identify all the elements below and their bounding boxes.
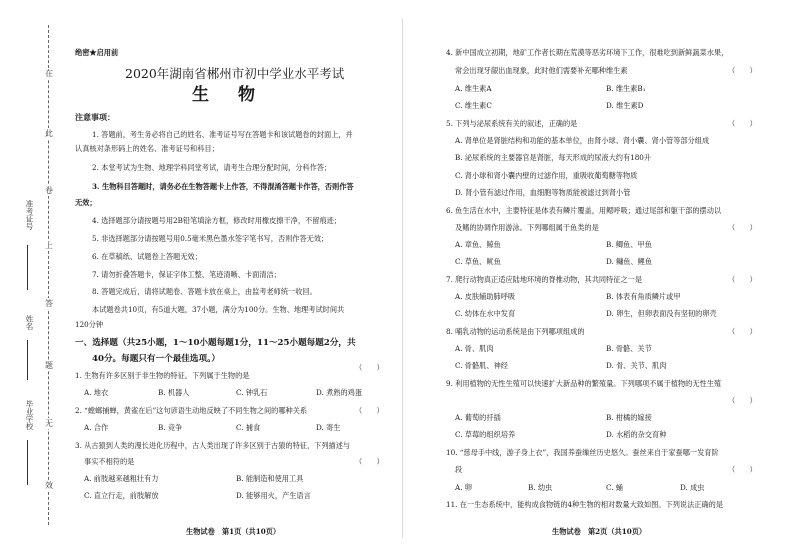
seal-char: 无 [45, 419, 53, 428]
option: A. 卵 [455, 483, 472, 492]
note-line: 5. 非选择题部分请按题号用0.5毫米黑色墨水签字笔书写，否则作答无效； [92, 234, 329, 243]
seal-char: 答 [45, 299, 53, 308]
option: A. 地衣 [84, 388, 109, 397]
question-6: 6. 鱼生活在水中，主要特征是体表有鳞片覆盖，用鳃呼吸；通过尾部和躯干部的摆动以 [446, 206, 722, 215]
option: C. 草鱼、鱿鱼 [455, 257, 501, 266]
question-11: 11. 在一生态系统中，能构成食物链的4种生物的相对数量大致如图。下列说法正确的是 [446, 500, 724, 509]
note-line: 8. 答题完成后，请将试题卷、答题卡放在桌上，由监考老师统一收回。 [92, 287, 317, 296]
option: C. 蛹 [606, 483, 623, 492]
exam-number-label: 准考证号 [25, 200, 34, 230]
option: B. 竞争 [158, 423, 183, 432]
section-heading: 一、选择题（共25小题，1～10小题每题1分，11～25小题每题2分，共 [75, 338, 356, 348]
option: D. 鳙鱼、鲤鱼 [606, 257, 653, 266]
notes-title: 注意事项： [75, 112, 115, 122]
note-line: 1. 答题前，考生务必将自己的姓名、准考证号写在答题卡和该试题卷的封面上，并 [92, 130, 353, 139]
option: C. 骨骼肌、神经 [455, 361, 508, 370]
option: B. 泌尿系统的主要器官是肾脏，每天形成的尿液大约有180升 [455, 153, 652, 162]
seal-char: 此 [45, 129, 53, 138]
option: A. 前肢越来越粗壮有力 [84, 474, 159, 483]
answer-paren: （ ） [728, 327, 757, 336]
option: D. 肾小管有滤过作用，血细胞等物质能被滤过到肾小管 [455, 188, 631, 197]
option: D. 煮熟的鸡蛋 [316, 388, 363, 397]
option: C. 幼体在水中发育 [455, 309, 516, 318]
option: B. 能制造和使用工具 [236, 474, 304, 483]
school-line [27, 440, 28, 485]
note-line: 无效； [75, 198, 97, 207]
option: B. 柑橘的嫁接 [606, 413, 652, 422]
seal-char: 在 [45, 69, 53, 78]
question-10: 10. “慈母手中线，游子身上衣”，我国养蚕缫丝历史悠久。蚕丝来自于家蚕哪一发育阶 [446, 448, 719, 457]
school-label: 毕业学校 [25, 400, 34, 430]
name-line [27, 340, 28, 380]
option: A. 骨、肌肉 [455, 344, 494, 353]
exam-number-line [27, 245, 28, 290]
question-6-cont: 及鳍的协调作用游泳。下列哪组属于鱼类的是 [455, 223, 599, 232]
note-line: 6. 在草稿纸、试题卷上答题无效； [92, 252, 202, 261]
option: C. 钟乳石 [236, 388, 268, 397]
subject-title: 生 物 [192, 85, 261, 105]
option: A. 章鱼、鲸鱼 [455, 240, 501, 249]
answer-paren: （ ） [728, 465, 757, 474]
option: D. 卵生，但卵表面没有坚韧的卵壳 [606, 309, 717, 318]
note-line: 4. 选择题部分请按题号用2B铅笔填涂方框，修改时用橡皮擦干净，不留痕迹； [92, 216, 342, 225]
answer-paren: （ ） [728, 66, 757, 75]
option: A. 肾单位是肾脏结构和功能的基本单位，由肾小球、肾小囊、肾小管等部分组成 [455, 136, 710, 145]
question-8: 8. 哺乳动物的运动系统是由下列哪项组成的 [446, 327, 585, 336]
option: A. 葡萄的扦插 [455, 413, 501, 422]
option: B. 体表有角质鳞片或甲 [606, 292, 681, 301]
answer-paren: （ ） [728, 396, 757, 405]
note-line: 3. 生物科目答题时，请务必在生物答题卡上作答，不得混淆答题卡作答，否则作答 [92, 182, 354, 191]
option: C. 肾小球和肾小囊内壁的过滤作用，重吸收葡萄糖等物质 [455, 171, 638, 180]
option: D. 骨、关节、肌肉 [606, 361, 667, 370]
option: D. 寄生 [316, 423, 341, 432]
seal-char: 卷 [45, 186, 53, 195]
question-2: 2. “螳螂捕蝉，黄雀在后”这句谚语生动地反映了不同生物之间的哪种关系 [75, 406, 308, 415]
note-line: 认真核对条形码上的姓名、准考证号和科目； [75, 144, 219, 153]
page-footer: 生物试卷 第1页（共10页） [186, 527, 281, 536]
question-7: 7. 爬行动物真正适应陆地环境的脊椎动物，其共同特征之一是 [446, 275, 643, 284]
option: D. 水稻的杂交育种 [606, 430, 667, 439]
question-3-cont: 事实不相符的是 [84, 457, 135, 466]
option: A. 皮肤辅助肺呼吸 [455, 292, 516, 301]
name-label: 姓名 [25, 315, 34, 330]
seal-char: 效 [45, 481, 53, 490]
option: B. 维生素B₁ [606, 84, 646, 93]
note-line: 本试题卷共10页，有5道大题，37小题，满分为100分。生物、地理考试时间共 [92, 305, 345, 314]
option: A. 合作 [84, 423, 109, 432]
exam-title: 2020年湖南省郴州市初中学业水平考试 [125, 66, 345, 81]
question-1: 1. 生物有许多区别于非生物的特征。下列属于生物的是 [75, 371, 250, 380]
question-9: 9. 利用植物的无性生殖可以快速扩大新品种的繁殖量。下列哪项不属于植物的无性生殖 [446, 379, 722, 388]
option: B. 鲫鱼、甲鱼 [606, 240, 652, 249]
question-5: 5. 下列与泌尿系统有关的叙述，正确的是 [446, 119, 578, 128]
option: B. 幼虫 [528, 483, 553, 492]
option: A. 维生素A [455, 84, 492, 93]
answer-paren: （ ） [355, 363, 384, 372]
answer-paren: （ ） [728, 275, 757, 284]
note-line: 7. 请勿折叠答题卡，保证字体工整、笔迹清晰、卡面清洁； [92, 270, 281, 279]
page-footer: 生物试卷 第2页（共10页） [552, 527, 647, 536]
question-4: 4. 新中国成立初期，地矿工作者长期在荒漠等恶劣环境下工作，很难吃到新鲜蔬菜水果， [446, 48, 729, 57]
option: D. 能够用火，产生语言 [236, 491, 311, 500]
note-line: 120分钟 [75, 320, 104, 329]
option: B. 机器人 [158, 388, 190, 397]
option: C. 维生素C [455, 101, 492, 110]
answer-paren: （ ） [355, 457, 384, 466]
answer-paren: （ ） [355, 406, 384, 415]
option: D. 成虫 [680, 483, 705, 492]
question-4-cont: 常会出现牙龈出血现象，此时他们需要补充哪种维生素 [455, 66, 628, 75]
seal-char: 上 [45, 241, 53, 250]
seal-char: 题 [45, 361, 53, 370]
answer-paren: （ ） [728, 223, 757, 232]
page-divider [402, 18, 403, 538]
answer-paren: （ ） [728, 119, 757, 128]
binding-margin [0, 0, 70, 560]
option: B. 骨骼、关节 [606, 344, 652, 353]
section-heading: 40分。每题只有一个最佳选项。） [92, 354, 220, 364]
option: D. 维生素D [606, 101, 644, 110]
fold-line [48, 25, 49, 525]
note-line: 2. 本堂考试为生物、地理学科同堂考试，请考生合理分配时间，分科作答； [92, 163, 332, 172]
question-3: 3. 从古猿到人类的漫长进化历程中，古人类出现了许多区别于古猿的特征，下列描述与 [75, 441, 351, 450]
option: C. 草莓的组织培养 [455, 430, 516, 439]
question-10-cont: 段 [455, 465, 463, 474]
option: C. 捕食 [236, 423, 261, 432]
option: C. 直立行走，前肢解放 [84, 491, 159, 500]
secret-label: 绝密★启用前 [75, 48, 119, 57]
